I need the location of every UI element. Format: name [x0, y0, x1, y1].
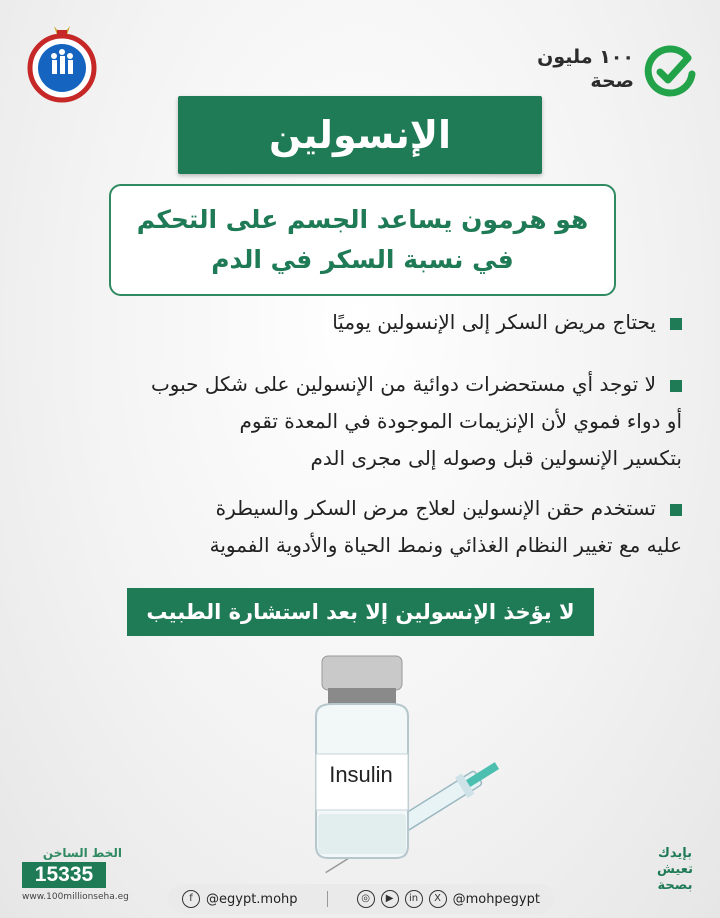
definition-box — [109, 184, 616, 296]
social-handle[interactable]: @mohpegypt — [452, 891, 540, 907]
bullet-item-1 — [40, 304, 682, 341]
campaign-line3: بصحة — [657, 878, 693, 893]
warning-text: لا يؤخذ الإنسولين إلا بعد استشارة الطبيب — [146, 600, 575, 624]
facebook-icon[interactable]: f — [182, 890, 200, 908]
definition-line2: في نسبة السكر في الدم — [211, 245, 514, 274]
bullet-item-3 — [40, 490, 682, 564]
campaign-line1: بإيدك — [657, 846, 693, 861]
social-media-bar — [168, 884, 554, 914]
x-icon[interactable]: X — [429, 890, 447, 908]
check-circle-icon — [642, 44, 698, 100]
brand-line1: ١٠٠ مليون — [537, 46, 634, 68]
campaign-mark — [648, 846, 702, 906]
youtube-icon[interactable]: ▶ — [381, 890, 399, 908]
insulin-vial-illustration — [270, 646, 510, 886]
page-title-text: الإنسولين — [268, 113, 452, 157]
page-title — [178, 96, 542, 174]
brand-line2: صحة — [590, 70, 634, 92]
warning-banner — [127, 588, 594, 636]
bullet-text: عليه مع تغيير النظام الغذائي ونمط الحياة والأدوية الفموية — [209, 533, 682, 557]
ministry-logo — [22, 20, 102, 104]
bullet-text: أو دواء فموي لأن الإنزيمات الموجودة في المعدة تقوم — [239, 409, 682, 433]
hotline-label: الخط الساخن — [42, 846, 122, 860]
divider — [327, 891, 328, 907]
website-link[interactable]: www.100millionseha.eg — [22, 892, 129, 902]
definition-line1: هو هرمون يساعد الجسم على التحكم — [136, 205, 589, 234]
hotline-block — [22, 846, 142, 908]
bullet-text: يحتاج مريض السكر إلى الإنسولين يوميًا — [332, 310, 656, 334]
instagram-icon[interactable]: ◎ — [357, 890, 375, 908]
facebook-handle[interactable]: @egypt.mohp — [206, 891, 298, 907]
social-icons-group — [357, 890, 540, 908]
bullet-square-icon — [670, 504, 682, 516]
linkedin-icon[interactable]: in — [405, 890, 423, 908]
bullet-text: بتكسير الإنسولين قبل وصوله إلى مجرى الدم — [310, 446, 682, 470]
bullet-square-icon — [670, 380, 682, 392]
hotline-number[interactable]: 15335 — [22, 862, 106, 888]
campaign-line2: تعيش — [657, 862, 693, 877]
vial-label-text: Insulin — [329, 762, 393, 787]
bullet-text: تستخدم حقن الإنسولين لعلاج مرض السكر والسيطرة — [215, 496, 656, 520]
bullet-text: لا توجد أي مستحضرات دوائية من الإنسولين على شكل حبوب — [150, 372, 656, 396]
campaign-brand-logo — [508, 40, 698, 100]
bullet-item-2 — [40, 366, 682, 477]
facebook-group[interactable] — [182, 890, 298, 908]
bullet-square-icon — [670, 318, 682, 330]
